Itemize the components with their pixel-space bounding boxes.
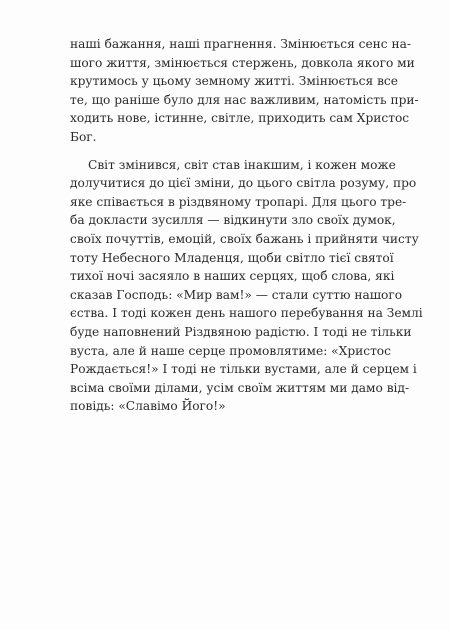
text-line: крутимось у цьому земному житті. Змінюється все — [70, 74, 398, 89]
text-line: тихої ночі засяяло в наших серцях, щоб слова, які — [70, 269, 395, 284]
text-line: яке співається в різдвяному тропарі. Для цього тре- — [70, 194, 407, 209]
text-line: шого життя, змінюється стержень, довкола якого ми — [70, 55, 415, 70]
text-line: наші бажання, наші прагнення. Змінюється сенс на- — [70, 37, 412, 51]
text-line: повідь: «Славімо Його!» — [70, 399, 226, 414]
text-line: вуста, але й наше серце промовлятиме: «Христос — [70, 343, 391, 358]
paragraph-2 — [70, 156, 423, 416]
text-line: всіма своїми ділами, усім своїм життям ми дамо від- — [70, 380, 410, 395]
text-line: сказав Господь: «Мир вам!» — стали суттю нашого — [70, 287, 403, 302]
paragraph-1 — [70, 35, 419, 147]
text-line: Світ змінився, світ став інакшим, і кожен може — [88, 157, 396, 172]
body-text — [70, 35, 423, 416]
text-line: Бог. — [70, 129, 97, 144]
text-line: ходить нове, істинне, світле, приходить сам Христос — [70, 111, 410, 126]
text-line: тоту Небесного Младенця, щоби світло тієї святої — [70, 250, 394, 265]
paragraph-gap — [70, 147, 382, 156]
text-line: те, що раніше було для нас важливим, натомість при- — [70, 92, 419, 107]
text-line: своїх почуттів, емоцій, своїх бажань і прийняти чисту — [70, 231, 419, 246]
text-line: буде наповнений Різдвяною радістю. І тоді не тільки — [70, 324, 412, 339]
text-line: Рождається!» І тоді не тільки вустами, але й серцем і — [70, 362, 417, 377]
text-line: ба докласти зусилля — відкинути зло своїх думок, — [70, 213, 396, 228]
text-line: долучитися до цієї зміни, до цього світла розуму, про — [70, 176, 417, 191]
text-line: єства. І тоді кожен день нашого перебування на Землі — [70, 306, 423, 321]
